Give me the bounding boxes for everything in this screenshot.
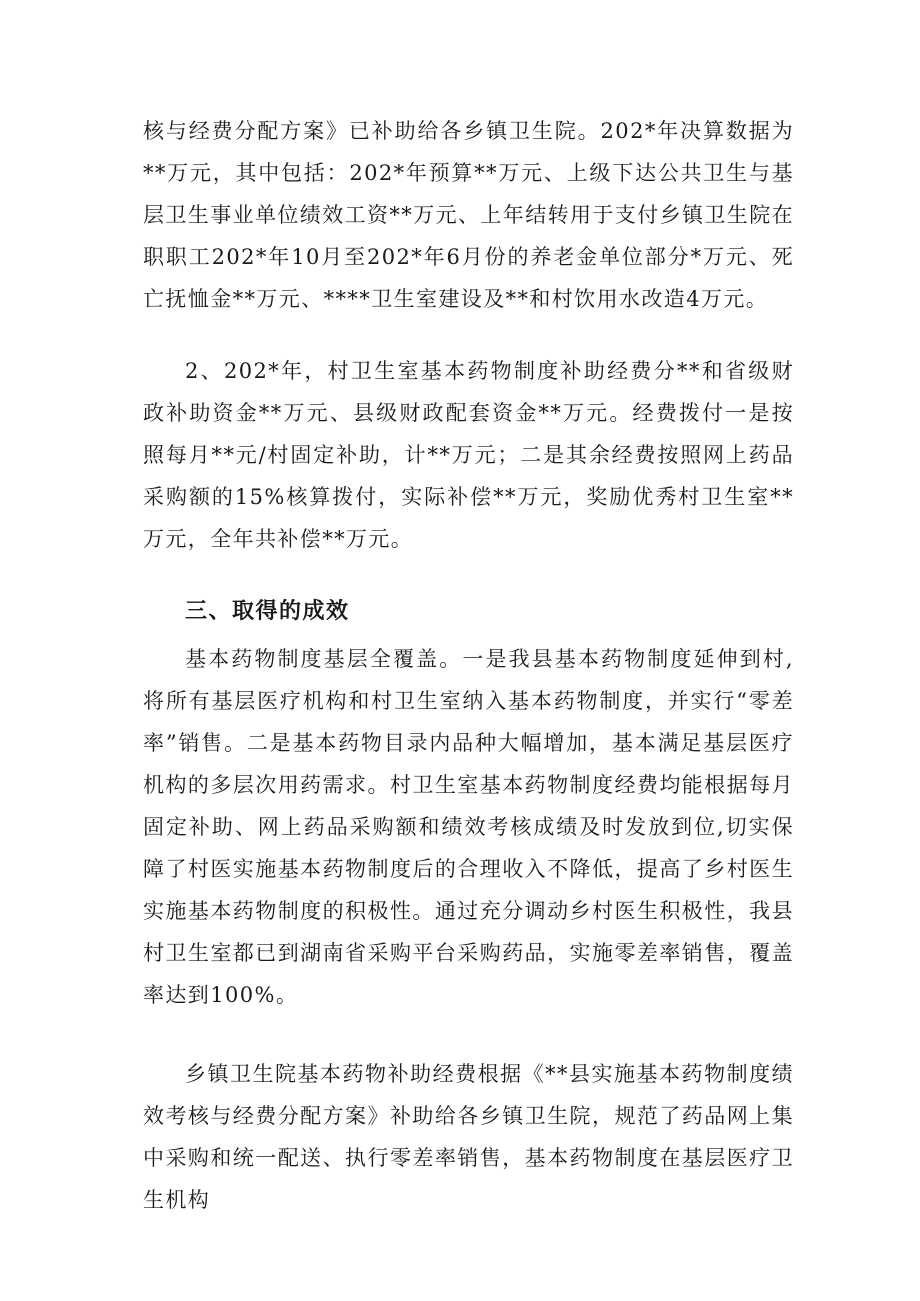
paragraph-village-clinic-subsidy: 2、202*年，村卫生室基本药物制度补助经费分**和省级财政补助资金**万元、县级财政配套资金**万元。经费拨付一是按照每月**元/村固定补助，计**万元；二是其余经费按照网上药品采购额的15%核算拨付，实际补偿**万元，奖励优秀村卫生室**万元，全年共补偿**万元。 [143, 359, 794, 551]
paragraph-continuation: 核与经费分配方案》已补助给各乡镇卫生院。202*年决算数据为**万元，其中包括：202*年预算**万元、上级下达公共卫生与基层卫生事业单位绩效工资**万元、上年结转用于支付乡镇卫生院在职职工202*年10月至202*年6月份的养老金单位部分*万元、死亡抚恤金**万元、****卫生室建设及**和村饮用水改造4万元。 [143, 119, 794, 311]
section-heading-results: 三、取得的成效 [185, 599, 350, 624]
paragraph-township-hospital-subsidy: 乡镇卫生院基本药物补助经费根据《**县实施基本药物制度绩效考核与经费分配方案》补助给各乡镇卫生院，规范了药品网上集中采购和统一配送、执行零差率销售，基本药物制度在基层医疗卫生机构 [143, 1062, 794, 1212]
paragraph-full-coverage: 基本药物制度基层全覆盖。一是我县基本药物制度延伸到村,将所有基层医疗机构和村卫生室纳入基本药物制度，并实行“零差率”销售。二是基本药物目录内品种大幅增加，基本满足基层医疗机构的多层次用药需求。村卫生室基本药物制度经费均能根据每月固定补助、网上药品采购额和绩效考核成绩及时发放到位,切实保障了村医实施基本药物制度后的合理收入不降低，提高了乡村医生实施基本药物制度的积极性。通过充分调动乡村医生积极性，我县村卫生室都已到湖南省采购平台采购药品，实施零差率销售，覆盖率达到100%。 [143, 647, 794, 1007]
